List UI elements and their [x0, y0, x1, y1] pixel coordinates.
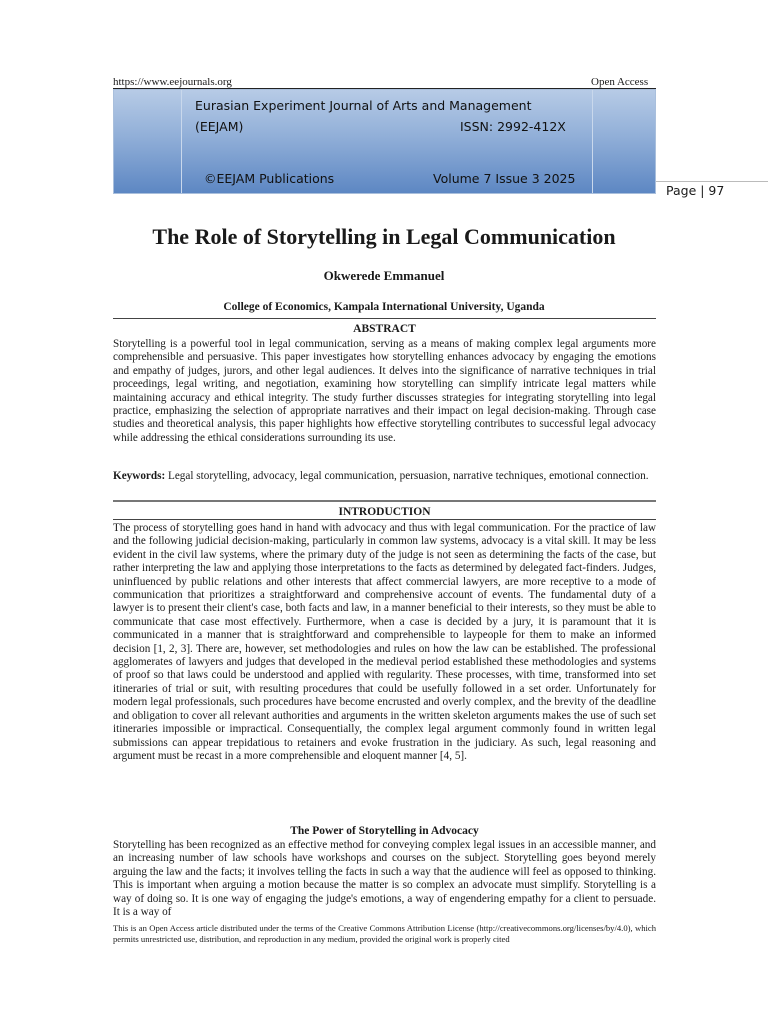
introduction-heading: INTRODUCTION — [338, 506, 431, 518]
license-footnote: This is an Open Access article distributed under the terms of the Creative Commons Attribution License (http://creativecommons.org/licenses/by/4.0), which permits unrestricted use, distribution, and reproduction in any medium, provided the original work is properly cited — [113, 923, 656, 944]
abstract-heading: ABSTRACT — [353, 323, 416, 335]
abstract-text: Storytelling is a powerful tool in legal communication, serving as a means of making complex legal arguments more comprehensible and persuasive. This paper investigates how storytelling enhances advocacy by engaging the emotions and empathy of judges, jurors, and other legal audiences. It delves into the significance of narrative techniques in trial proceedings, legal writing, and negotiation, examining how storytelling can simplify intricate legal matters while maintaining accuracy and ethical integrity. The study further discusses strategies for integrating storytelling into legal practice, emphasizing the selection of appropriate narratives and their impact on legal decision-making. Through case studies and theoretical analysis, this paper highlights how effective storytelling contributes to successful legal advocacy while addressing the ethical considerations surrounding its use. — [113, 338, 656, 444]
banner-right-column — [592, 90, 655, 193]
journal-url[interactable]: https://www.eejournals.org — [113, 76, 232, 88]
page-number: Page | 97 — [666, 183, 725, 198]
power-section-text: Storytelling has been recognized as an effective method for conveying complex legal issues in an accessible manner, and an increasing number of law schools have workshops and courses on the subject. Storytelling goes beyond merely arguing the law and the facts; it involves telling the facts in such a way that the audience will feel as opposed to thinking. This is important when arguing a motion because the matter is so complex an advocate must simplify. Storytelling is a way of doing so. It is one way of engaging the judge's emotions, a way of engendering empathy for a client to persuade. It is a way of — [113, 839, 656, 919]
publisher-label: ©EEJAM Publications — [204, 171, 335, 186]
article-title: The Role of Storytelling in Legal Communication — [152, 224, 616, 249]
keywords-label: Keywords: — [113, 470, 166, 482]
introduction-rule — [113, 519, 656, 520]
journal-abbreviation: (EEJAM) — [195, 119, 244, 134]
author-affiliation: College of Economics, Kampala International University, Uganda — [223, 301, 545, 313]
keywords-list: Legal storytelling, advocacy, legal communication, persuasion, narrative techniques, emotional connection. — [165, 470, 649, 482]
article-author: Okwerede Emmanuel — [323, 268, 445, 283]
journal-name: Eurasian Experiment Journal of Arts and Management — [195, 98, 532, 113]
abstract-bottom-rule — [113, 500, 656, 502]
open-access-label: Open Access — [591, 76, 649, 88]
volume-issue-label: Volume 7 Issue 3 2025 — [433, 171, 576, 186]
page-number-rule — [656, 181, 768, 182]
abstract-top-rule — [113, 318, 656, 319]
banner-left-column — [114, 90, 182, 193]
power-section-heading: The Power of Storytelling in Advocacy — [290, 825, 479, 837]
introduction-text: The process of storytelling goes hand in hand with advocacy and thus with legal communication. For the practice of law and the following judicial decision-making, particularly in common law systems, advocacy is a vital skill. It may be less evident in the civil law systems, where the primary duty of the judge is not seen as determining the facts of the case, but rather interpreting the law and applying those interpretations to the facts as determined by delegated fact-finders. Judges, uninfluenced by public relations and other interests that affect commercial lawyers, are more receptive to a mode of communication that prioritizes a straightforward and comprehensive account of events. The fundamental duty of a lawyer is to present their client's case, both facts and law, in a manner beneficial to their interests, so they must be able to communicate that case most effectively. Furthermore, when a case is decided by a jury, it is paramount that it is communicated in a manner that is straightforward and comprehensible to laypeople for them to make an informed decision [1, 2, 3]. There are, however, set methodologies and rules on how the law can be established. The professional agglomerates of lawyers and judges that developed in the medieval period established these methodologies and systems of proof so that laws could be understood and applied with regularity. These processes, with time, transformed into set itineraries of trial or suit, with resulting procedures that could be usefully followed in a set order. Unfortunately for modern legal professionals, such procedures have become encrusted and overly complex, and the brevity of the deadline and obligation to cover all relevant authorities and arguments in the written skeleton arguments makes the use of such set itineraries impossible or impractical. Consequentially, the complex legal argument commonly found in written legal submissions can appear trepidatious to retainers and evoke frustration in the judiciary. As such, legal reasoning and argument must be recast in a more comprehensible and eloquent manner [4, 5]. — [113, 522, 656, 762]
journal-issn: ISSN: 2992-412X — [460, 119, 566, 134]
keywords-paragraph — [113, 470, 656, 483]
